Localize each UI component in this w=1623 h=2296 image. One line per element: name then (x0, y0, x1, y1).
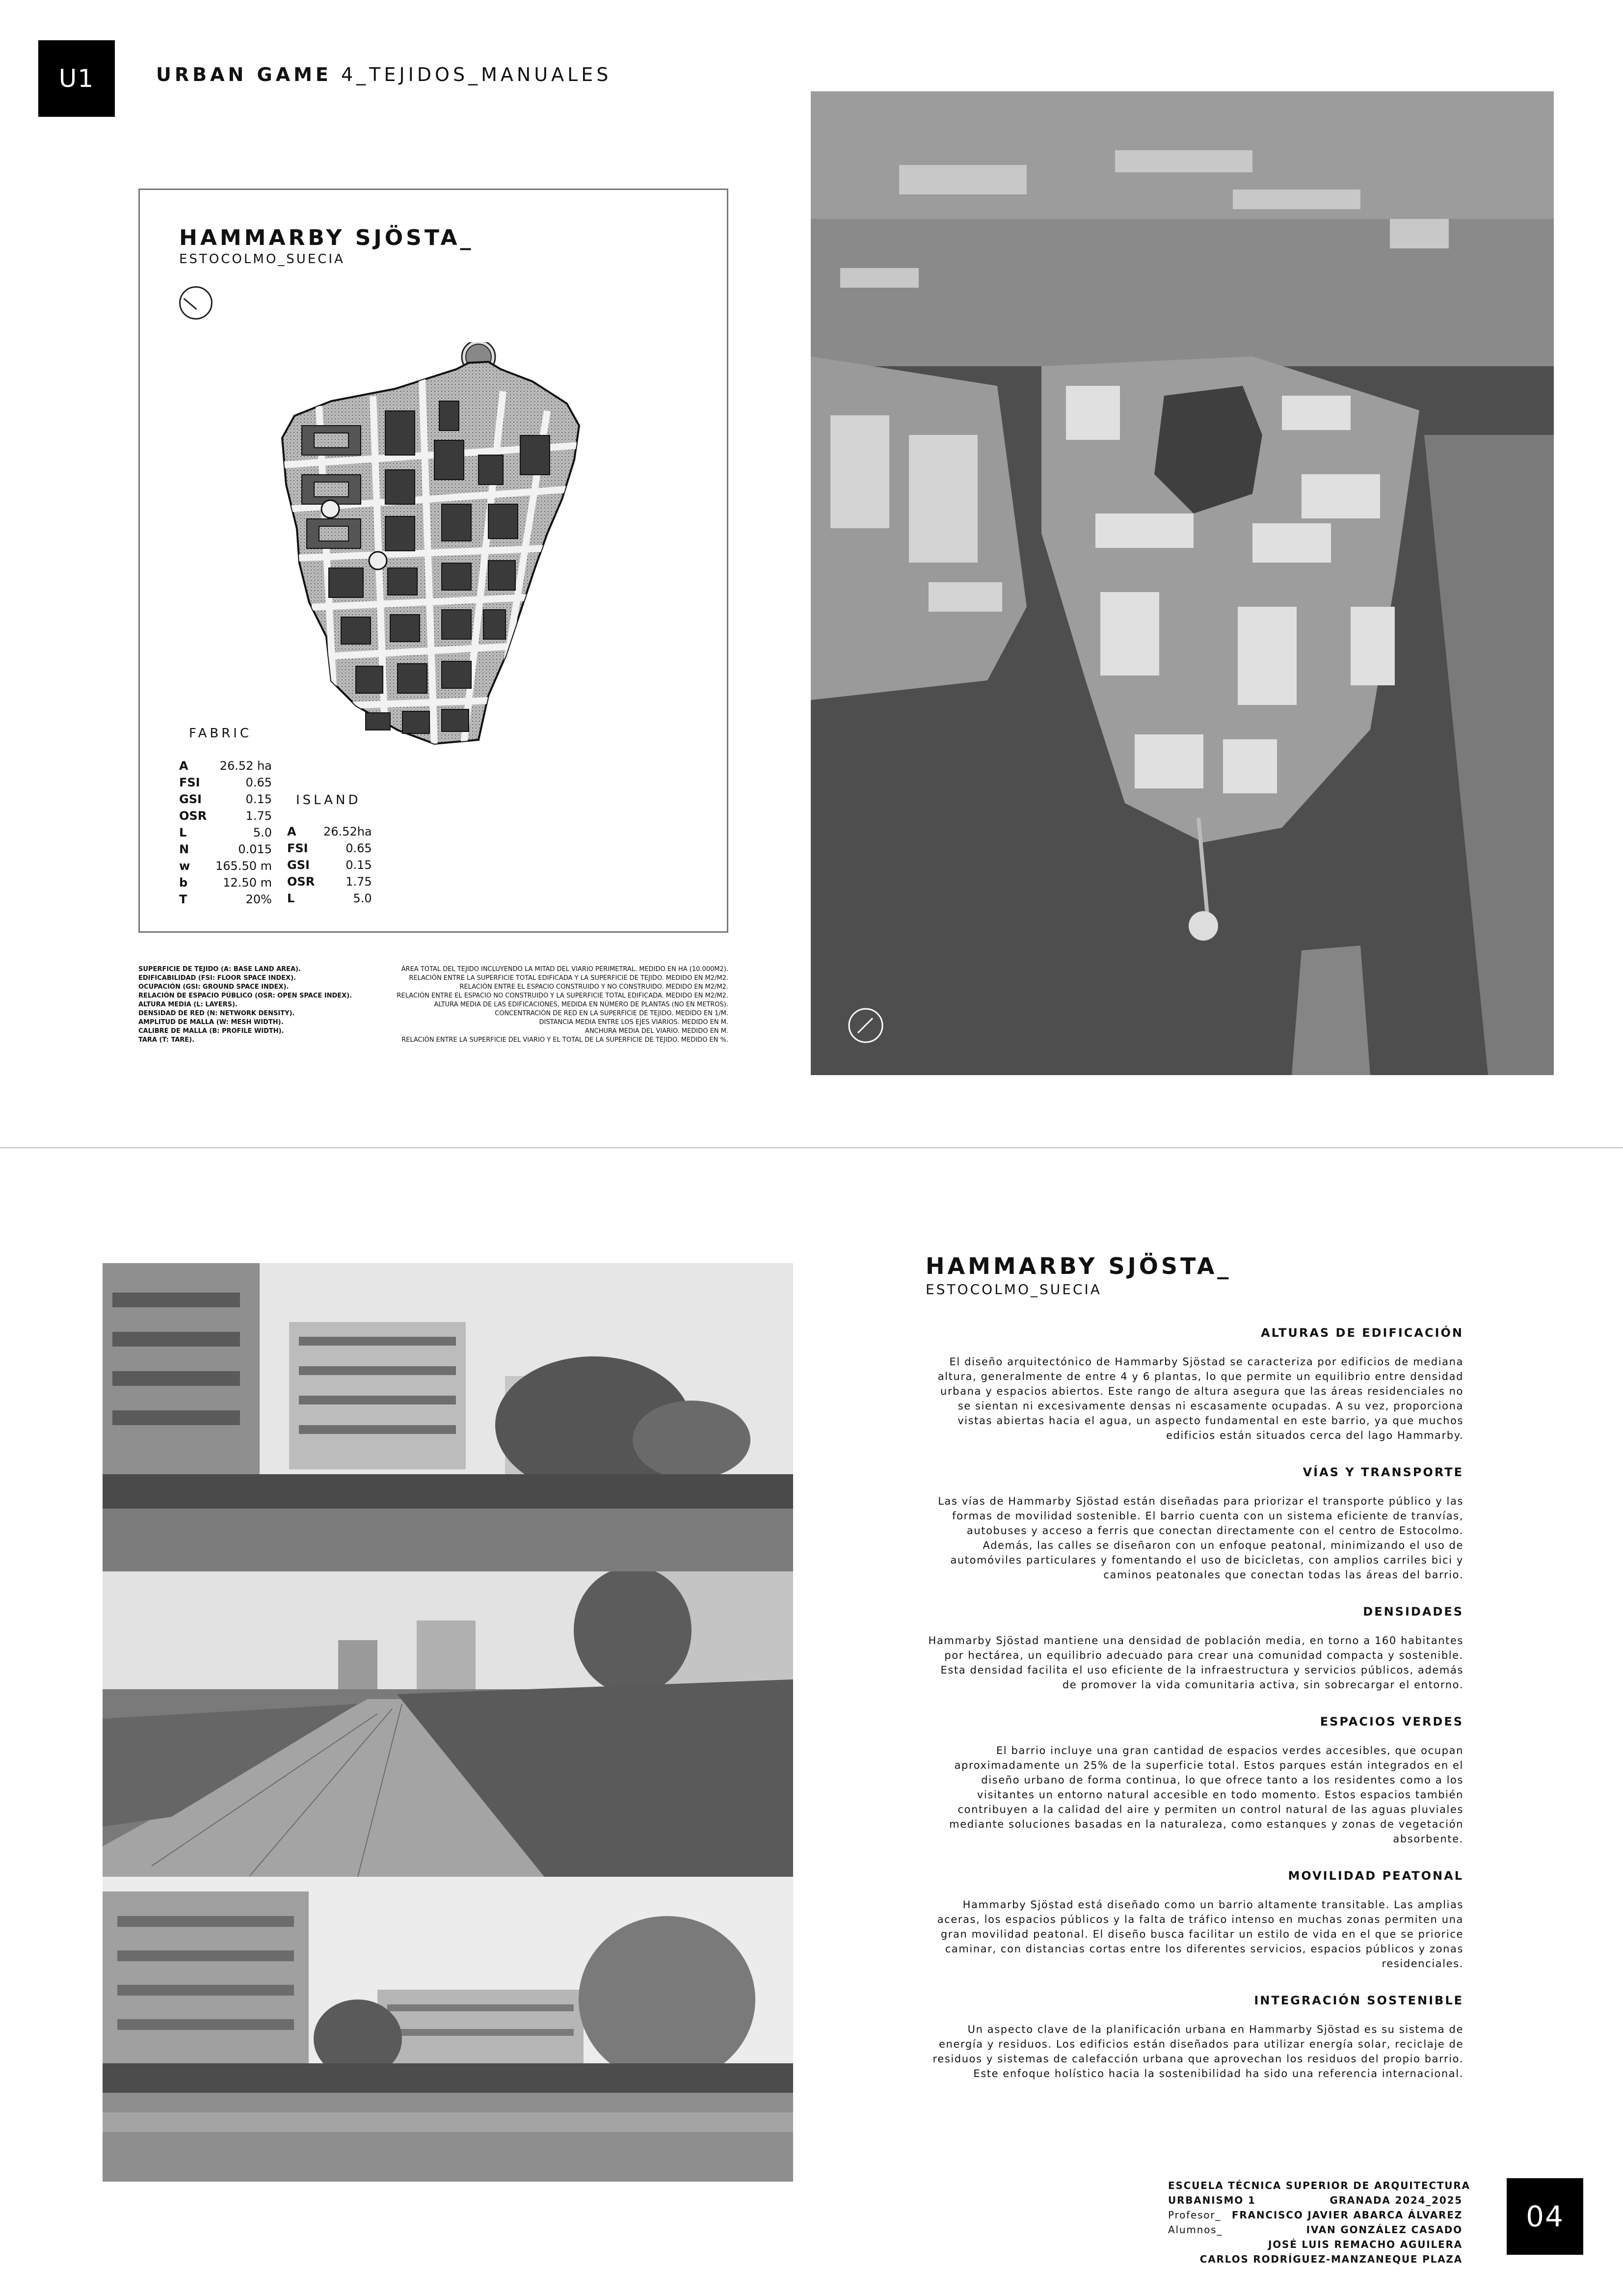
stat-value: 0.15 (245, 792, 272, 806)
section-heading: VÍAS Y TRANSPORTE (1303, 1465, 1463, 1479)
fabric-stats-table (179, 757, 272, 908)
section-body: Las vías de Hammarby Sjöstad están diseñadas para priorizar el transporte público y las formas de movilidad sostenible. El barrio cuenta con un sistema eficiente de tranvías, autobuses y acceso a ferris que conectan directamente con el centro de Estocolmo. Además, las calles se diseñaron con un enfoque peatonal, minimizando el uso de automóviles particulares y fomentando el uso de bicicletas, con amplios carriles bici y caminos peatonales que conectan todas las áreas del barrio. (938, 1495, 1463, 1581)
section-heading: DENSIDADES (1363, 1605, 1463, 1619)
stat-row (287, 857, 372, 873)
legend-term: RELACIÓN DE ESPACIO PÚBLICO (OSR: OPEN SPACE INDEX). (138, 992, 352, 999)
legend-definition: RELACIÓN ENTRE EL ESPACIO NO CONSTRUIDO Y LA SUPERFICIE TOTAL EDIFICADA. MEDIDO EN M2/M2. (397, 992, 728, 999)
legend-definition: DISTANCIA MEDIA ENTRE LOS EJES VIARIOS. MEDIDO EN M. (539, 1019, 728, 1026)
stat-row (179, 858, 272, 874)
photo-boardwalk (103, 1571, 793, 1877)
stat-value: 5.0 (353, 891, 372, 905)
stat-value: 5.0 (253, 826, 272, 839)
professor-label: Profesor_ (1168, 2209, 1222, 2221)
section-body: El diseño arquitectónico de Hammarby Sjöstad se caracteriza por edificios de mediana altura, generalmente de entre 4 y 6 plantas, lo que permite un equilibrio entre densidad urbana y espacios abiertos. Este rango de altura asegura que las áreas residenciales no se sientan ni excesivamente densas ni escasamente ocupadas. A su vez, proporciona vistas abiertas hacia el agua, un aspecto fundamental en este barrio, ya que muchos edificios están situados cerca del lago Hammarby. (937, 1356, 1463, 1441)
stat-row (287, 823, 372, 840)
section-body: El barrio incluye una gran cantidad de espacios verdes accesibles, que ocupan aproximadamente un 25% de la superficie total. Estos parques están integrados en el diseño urbano de forma continua, lo que ofrece tanto a los residentes como a los visitantes un entorno natural accesible en todo momento. Estos espacios también contribuyen a la calidad del aire y permiten un control natural de las aguas pluviales mediante soluciones basadas en la naturaleza, como estanques y zonas de vegetación absorbente. (949, 1745, 1463, 1845)
section-heading: INTEGRACIÓN SOSTENIBLE (1254, 1994, 1463, 2007)
legend-term: ALTURA MEDIA (L: LAYERS). (138, 1001, 238, 1008)
stat-row (287, 890, 372, 907)
unit-label: U1 (58, 64, 95, 93)
professor-name: FRANCISCO JAVIER ABARCA ÁLVAREZ (1231, 2209, 1463, 2221)
legend-term: TARA (T: TARE). (138, 1036, 195, 1044)
student-name: CARLOS RODRÍGUEZ-MANZANEQUE PLAZA (1199, 2253, 1463, 2265)
stat-key: L (287, 891, 295, 905)
section-body: Hammarby Sjöstad mantiene una densidad de población media, en torno a 160 habitantes por hectárea, un equilibrio adecuado para crear una comunidad compacta y sostenible. Esta densidad facilita el uso eficiente de la infraestructura y servicios públicos, además de promover la vida comunitaria activa, sin sobrecargar el entorno. (928, 1635, 1463, 1691)
legend-term: DENSIDAD DE RED (N: NETWORK DENSITY). (138, 1010, 295, 1017)
student-name: IVAN GONZÁLEZ CASADO (1306, 2224, 1463, 2236)
photo-waterfront-buildings (103, 1263, 793, 1571)
stat-row (179, 891, 272, 908)
plan-title: HAMMARBY SJÖSTA_ (179, 225, 474, 250)
stat-row (179, 874, 272, 891)
stat-key: A (287, 825, 296, 838)
legend-definition: RELACIÓN ENTRE LA SUPERFICIE TOTAL EDIFICADA Y LA SUPERFICIE DE TEJIDO. MEDIDO EN M2/M2. (409, 974, 728, 982)
stat-row (179, 774, 272, 791)
stat-key: N (179, 842, 189, 856)
student-name: JOSÉ LUIS REMACHO AGUILERA (1268, 2239, 1463, 2250)
stat-row (179, 791, 272, 808)
description-sections (926, 1326, 1463, 2081)
section-heading: ALTURAS DE EDIFICACIÓN (1261, 1326, 1463, 1340)
stat-key: OSR (287, 875, 315, 889)
course-name: URBANISMO 1 (1168, 2194, 1256, 2206)
legend-term: CALIBRE DE MALLA (B: PROFILE WIDTH). (138, 1027, 284, 1035)
stat-key: GSI (287, 858, 310, 872)
island-heading: ISLAND (296, 793, 361, 808)
credits-footer (1168, 2178, 1470, 2267)
header-title-bold: URBAN GAME (156, 64, 332, 85)
legend-definition: RELACIÓN ENTRE LA SUPERFICIE DEL VIARIO Y EL TOTAL DE LA SUPERFICIE DE TEJIDO. MEDIDO EN %. (401, 1036, 728, 1044)
stat-row (287, 873, 372, 890)
text-title: HAMMARBY SJÖSTA_ (926, 1253, 1232, 1279)
stat-value: 0.65 (346, 841, 372, 855)
stat-value: 1.75 (346, 875, 372, 889)
stat-row (179, 824, 272, 841)
section-body: Hammarby Sjöstad está diseñado como un barrio altamente transitable. Las amplias aceras, los espacios públicos y la falta de tráfico intenso en muchas zonas permiten una gran movilidad peatonal. El diseño busca facilitar un estilo de vida en el que se priorice caminar, con distancias cortas entre los diferentes servicios, espacios públicos y zonas residenciales. (937, 1899, 1463, 1970)
legend-term: SUPERFICIE DE TEJIDO (A: BASE LAND AREA). (138, 966, 301, 973)
plan-subtitle: ESTOCOLMO_SUECIA (179, 252, 345, 267)
stat-key: b (179, 876, 188, 890)
stat-key: GSI (179, 792, 202, 806)
legend-definition: RELACIÓN ENTRE EL ESPACIO CONSTRUIDO Y NO CONSTRUIDO. MEDIDO EN M2/M2. (459, 983, 728, 991)
stat-value: 0.15 (346, 858, 372, 872)
legend-term: EDIFICABILIDAD (FSI: FLOOR SPACE INDEX). (138, 974, 296, 982)
legend-definition: CONCENTRACIÓN DE RED EN LA SUPERFICIE DE TEJIDO. MEDIDO EN 1/M. (495, 1010, 728, 1017)
fabric-plan-drawing (272, 342, 606, 745)
page-divider (0, 1147, 1623, 1148)
aerial-photo (811, 91, 1554, 1075)
page-number-badge (1507, 2178, 1583, 2255)
legend-definition: ÁREA TOTAL DEL TEJIDO INCLUYENDO LA MITAD DEL VIARIO PERIMETRAL. MEDIDO EN HA (10.000M2). (401, 966, 728, 973)
stat-key: OSR (179, 809, 207, 823)
fabric-heading: FABRIC (189, 726, 252, 741)
school-name: ESCUELA TÉCNICA SUPERIOR DE ARQUITECTURA (1168, 2180, 1470, 2191)
stat-row (179, 841, 272, 858)
fabric-plan-frame (138, 189, 728, 933)
stat-row (287, 840, 372, 857)
stat-row (179, 808, 272, 824)
stat-value: 26.52ha (323, 825, 372, 838)
stat-value: 20% (245, 892, 272, 906)
students-label: Alumnos_ (1168, 2224, 1223, 2236)
text-subtitle: ESTOCOLMO_SUECIA (926, 1281, 1102, 1297)
north-arrow-icon (179, 286, 213, 320)
description-column (926, 1253, 1463, 2081)
legend-definitions (339, 965, 728, 1045)
legend-term: AMPLITUD DE MALLA (W: MESH WIDTH). (138, 1019, 284, 1026)
stat-value: 26.52 ha (219, 759, 272, 773)
stat-value: 0.65 (245, 776, 272, 789)
stat-key: T (179, 892, 187, 906)
legend-definition: ALTURA MEDIA DE LAS EDIFICACIONES, MEDIDA EN NÚMERO DE PLANTAS (NO EN METROS). (434, 1001, 728, 1008)
legend-definition: ANCHURA MEDIA DEL VIARIO. MEDIDO EN M. (585, 1027, 728, 1035)
course-year: GRANADA 2024_2025 (1330, 2194, 1463, 2206)
legend-term: OCUPACIÓN (GSI: GROUND SPACE INDEX). (138, 983, 289, 991)
stat-key: FSI (287, 841, 308, 855)
section-heading: MOVILIDAD PEATONAL (1288, 1869, 1463, 1883)
stat-value: 1.75 (245, 809, 272, 823)
stat-value: 0.015 (238, 842, 272, 856)
island-stats-table (287, 823, 372, 907)
header-title (156, 64, 612, 85)
page-number: 04 (1526, 2200, 1564, 2233)
stat-key: A (179, 759, 188, 773)
unit-badge (38, 40, 115, 117)
header-title-rest: 4_TEJIDOS_MANUALES (331, 64, 612, 85)
stat-key: FSI (179, 776, 200, 789)
section-body: Un aspecto clave de la planificación urbana en Hammarby Sjöstad es su sistema de energía y residuos. Los edificios están diseñados para utilizar energía solar, reciclaje de residuos y sistemas de calefacción urbana que aprovechan los residuos del propio barrio. Este enfoque holístico hacia la sostenibilidad ha sido una referencia internacional. (932, 2024, 1463, 2080)
stat-row (179, 757, 272, 774)
section-heading: ESPACIOS VERDES (1320, 1715, 1463, 1729)
stat-key: L (179, 826, 187, 839)
stat-key: w (179, 859, 190, 873)
stat-value: 165.50 m (215, 859, 272, 873)
stat-value: 12.50 m (223, 876, 272, 890)
photo-canal-residences (103, 1877, 793, 2182)
